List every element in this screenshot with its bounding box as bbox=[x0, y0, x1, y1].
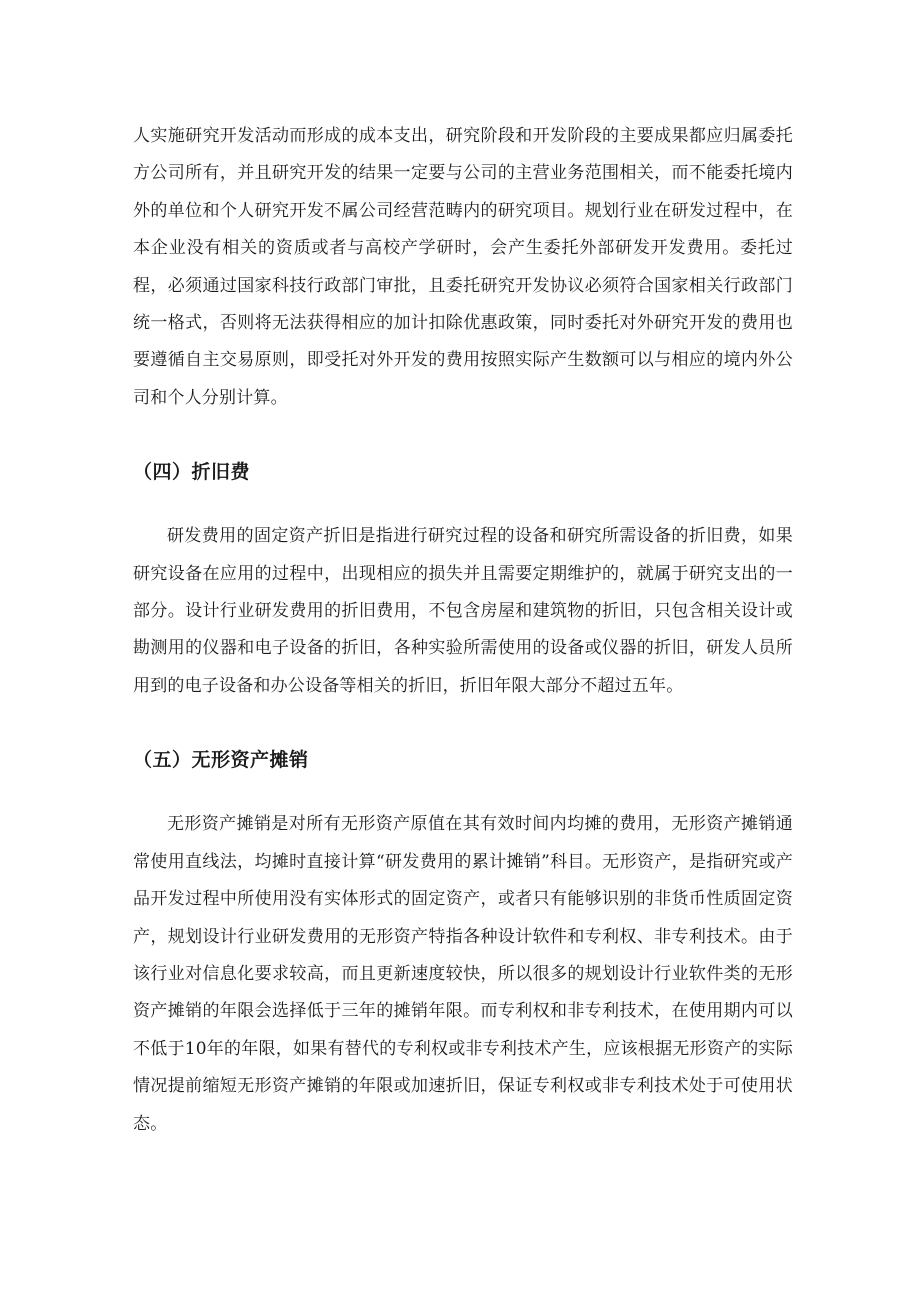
spacer bbox=[133, 417, 793, 458]
paragraph-intangible-amortization: 无形资产摊销是对所有无形资产原值在其有效时间内均摊的费用，无形资产摊销通常使用直线法，均摊时直接计算“研发费用的累计摊销”科目。无形资产，是指研究或产品开发过程中所使用没有实体形式的固定资产，或者只有能够识别的非货币性质固定资产，规划设计行业研发费用的无形资产特指各种设计软件和专利权、非专利技术。由于该行业对信息化要求较高，而且更新速度较快，所以很多的规划设计行业软件类的无形资产摊销的年限会选择低于三年的摊销年限。而专利权和非专利技术，在使用期内可以不低于10年的年限，如果有替代的专利权或非专利技术产生，应该根据无形资产的实际情况提前缩短无形资产摊销的年限或加速折旧，保证专利权或非专利技术处于可使用状态。 bbox=[133, 814, 793, 1134]
spacer bbox=[133, 486, 793, 518]
document-body bbox=[133, 118, 793, 1143]
spacer bbox=[133, 774, 793, 806]
paragraph-contracted-rd-expenses: 人实施研究开发活动而形成的成本支出，研究阶段和开发阶段的主要成果都应归属委托方公司所有，并且研究开发的结果一定要与公司的主营业务范围相关，而不能委托境内外的单位和个人研究开发不属公司经营范畴内的研究项目。规划行业在研发过程中，在本企业没有相关的资质或者与高校产学研时，会产生委托外部研发开发费用。委托过程，必须通过国家科技行政部门审批，且委托研究开发协议必须符合国家相关行政部门统一格式，否则将无法获得相应的加计扣除优惠政策，同时委托对外研究开发的费用也要遵循自主交易原则，即受托对外开发的费用按照实际产生数额可以与相应的境内外公司和个人分别计算。 bbox=[133, 126, 793, 408]
section-heading-intangible-amortization: （五）无形资产摊销 bbox=[133, 749, 309, 772]
spacer bbox=[133, 705, 793, 746]
section-heading-depreciation: （四）折旧费 bbox=[133, 461, 251, 484]
paragraph-depreciation: 研发费用的固定资产折旧是指进行研究过程的设备和研究所需设备的折旧费，如果研究设备在应用的过程中，出现相应的损失并且需要定期维护的，就属于研究支出的一部分。设计行业研发费用的折旧费用，不包含房屋和建筑物的折旧，只包含相关设计或勘测用的仪器和电子设备的折旧，各种实验所需使用的设备或仪器的折旧，研发人员所用到的电子设备和办公设备等相关的折旧，折旧年限大部分不超过五年。 bbox=[133, 526, 793, 696]
